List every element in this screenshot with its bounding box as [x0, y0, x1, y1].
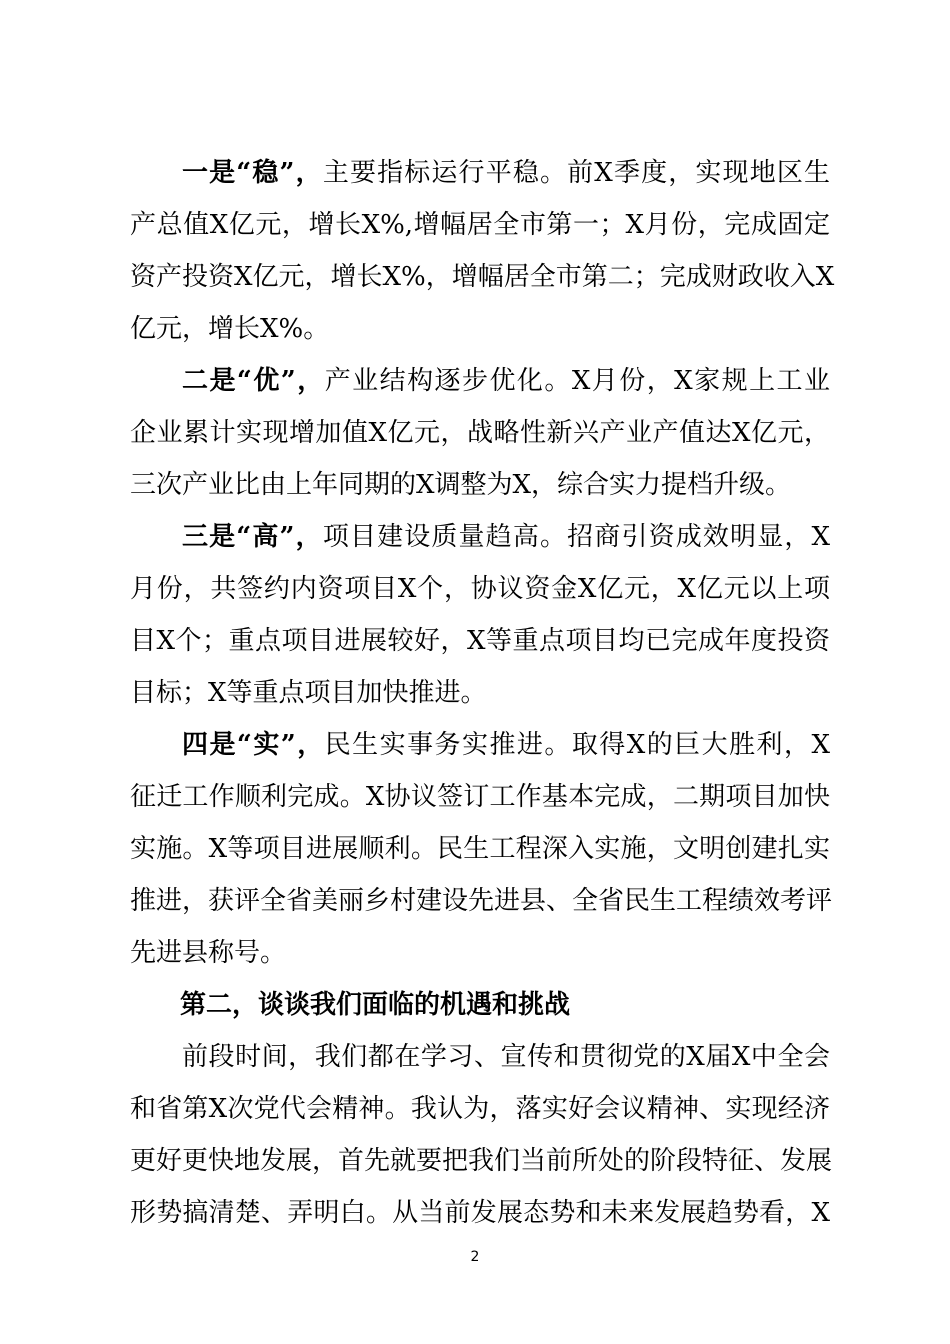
paragraph-3-line-2: 月份，共签约内资项目X个，协议资金X亿元，X亿元以上项 — [130, 574, 830, 604]
paragraph-4-line-4: 推进，获评全省美丽乡村建设先进县、全省民生工程绩效考评 — [130, 886, 833, 916]
paragraph-3-line-1 — [182, 519, 830, 555]
paragraph-2-lead: 二是“优”， — [182, 366, 325, 396]
paragraph-3-lead: 三是“高”， — [182, 522, 323, 552]
paragraph-1-line-1-text: 主要指标运行平稳。前X季度，实现地区生 — [322, 158, 830, 188]
paragraph-4-line-3: 实施。X等项目进展顺利。民生工程深入实施，文明创建扎实 — [130, 834, 830, 864]
paragraph-3-line-1-text: 项目建设质量趋高。招商引资成效明显，X — [322, 522, 830, 552]
paragraph-5-line-3: 更好更快地发展，首先就要把我们当前所处的阶段特征、发展 — [130, 1146, 833, 1176]
paragraph-4-line-1 — [182, 727, 830, 763]
paragraph-1-line-1 — [182, 155, 830, 191]
paragraph-4-line-5: 先进县称号。 — [130, 938, 287, 968]
paragraph-1-line-2: 产总值X亿元，增长X%,增幅居全市第一；X月份，完成固定 — [130, 210, 830, 240]
paragraph-5-line-2: 和省第X次党代会精神。我认为，落实好会议精神、实现经济 — [130, 1094, 830, 1124]
paragraph-3-line-3: 目X个；重点项目进展较好，X等重点项目均已完成年度投资 — [130, 626, 830, 656]
paragraph-2-line-1-text: 产业结构逐步优化。X月份，X家规上工业 — [324, 366, 830, 396]
paragraph-2-line-1 — [182, 363, 830, 399]
paragraph-4-lead: 四是“实”， — [182, 730, 325, 760]
section-heading: 第二，谈谈我们面临的机遇和挑战 — [180, 990, 571, 1020]
paragraph-3-line-4: 目标；X等重点项目加快推进。 — [130, 678, 487, 708]
paragraph-5-line-4: 形势搞清楚、弄明白。从当前发展态势和未来发展趋势看，X — [130, 1198, 830, 1228]
paragraph-5-line-1: 前段时间，我们都在学习、宣传和贯彻党的X届X中全会 — [182, 1042, 830, 1072]
paragraph-4-line-2: 征迁工作顺利完成。X协议签订工作基本完成，二期项目加快 — [130, 782, 830, 812]
paragraph-1-lead: 一是“稳”， — [182, 158, 323, 188]
page-number: 2 — [470, 1249, 480, 1265]
paragraph-1-line-3: 资产投资X亿元，增长X%，增幅居全市第二；完成财政收入X — [130, 262, 835, 292]
paragraph-2-line-2: 企业累计实现增加值X亿元，战略性新兴产业产值达X亿元， — [130, 418, 830, 448]
paragraph-1-line-4: 亿元，增长X%。 — [130, 314, 330, 344]
paragraph-4-line-1-text: 民生实事务实推进。取得X的巨大胜利，X — [324, 730, 830, 760]
paragraph-2-line-3: 三次产业比由上年同期的X调整为X，综合实力提档升级。 — [130, 470, 792, 500]
